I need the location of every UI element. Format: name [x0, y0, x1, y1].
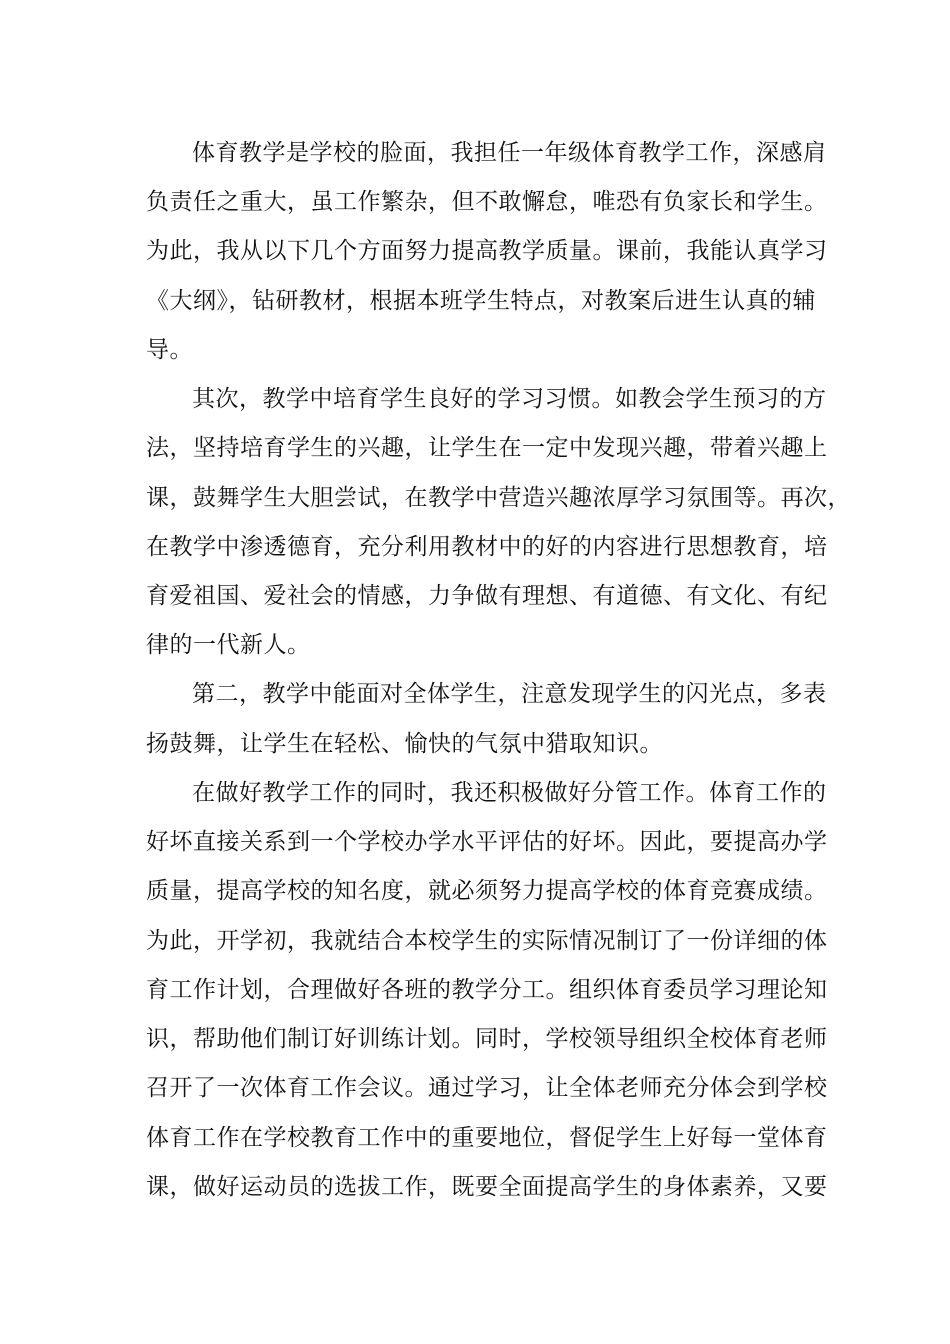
paragraph-2-line-5: 育爱祖国、爱社会的情感，力争做有理想、有道德、有文化、有纪 — [146, 583, 828, 609]
paragraph-4-line-3: 质量，提高学校的知名度，就必须努力提高学校的体育竞赛成绩。 — [146, 878, 828, 904]
paragraph-4-line-5: 育工作计划，合理做好各班的教学分工。组织体育委员学习理论知 — [146, 977, 828, 1003]
paragraph-1-line-4: 《大纲》，钻研教材，根据本班学生特点，对教案后进生认真的辅 — [146, 288, 816, 314]
paragraph-4-line-7: 召开了一次体育工作会议。通过学习，让全体老师充分体会到学校 — [146, 1075, 828, 1101]
paragraph-4-line-9: 课，做好运动员的选拔工作，既要全面提高学生的身体素养，又要 — [146, 1174, 828, 1200]
paragraph-4-line-1: 在做好教学工作的同时，我还积极做好分管工作。体育工作的 — [192, 780, 827, 806]
paragraph-4-line-8: 体育工作在学校教育工作中的重要地位，督促学生上好每一堂体育 — [146, 1125, 828, 1151]
paragraph-1-line-1: 体育教学是学校的脸面，我担任一年级体育教学工作，深感肩 — [192, 140, 827, 166]
paragraph-1-line-5: 导。 — [146, 337, 193, 363]
paragraph-1-line-3: 为此，我从以下几个方面努力提高教学质量。课前，我能认真学习 — [146, 238, 828, 264]
paragraph-2-line-3: 课，鼓舞学生大胆尝试，在教学中营造兴趣浓厚学习氛围等。再次， — [146, 485, 851, 511]
paragraph-4-line-2: 好坏直接关系到一个学校办学水平评估的好坏。因此，要提高办学 — [146, 829, 828, 855]
paragraph-2-line-4: 在教学中渗透德育，充分利用教材中的好的内容进行思想教育，培 — [146, 534, 828, 560]
paragraph-3-line-2: 扬鼓舞，让学生在轻松、愉快的气氛中猎取知识。 — [146, 731, 663, 757]
paragraph-4-line-4: 为此，开学初，我就结合本校学生的实际情况制订了一份详细的体 — [146, 928, 828, 954]
paragraph-2-line-6: 律的一代新人。 — [146, 632, 311, 658]
paragraph-1-line-2: 负责任之重大，虽工作繁杂，但不敢懈怠，唯恐有负家长和学生。 — [146, 189, 828, 215]
paragraph-2-line-1: 其次，教学中培育学生良好的学习习惯。如教会学生预习的方 — [192, 386, 827, 412]
paragraph-3-line-1: 第二，教学中能面对全体学生，注意发现学生的闪光点，多表 — [192, 681, 827, 707]
paragraph-2-line-2: 法，坚持培育学生的兴趣，让学生在一定中发现兴趣，带着兴趣上 — [146, 435, 828, 461]
paragraph-4-line-6: 识，帮助他们制订好训练计划。同时，学校领导组织全校体育老师 — [146, 1026, 828, 1052]
